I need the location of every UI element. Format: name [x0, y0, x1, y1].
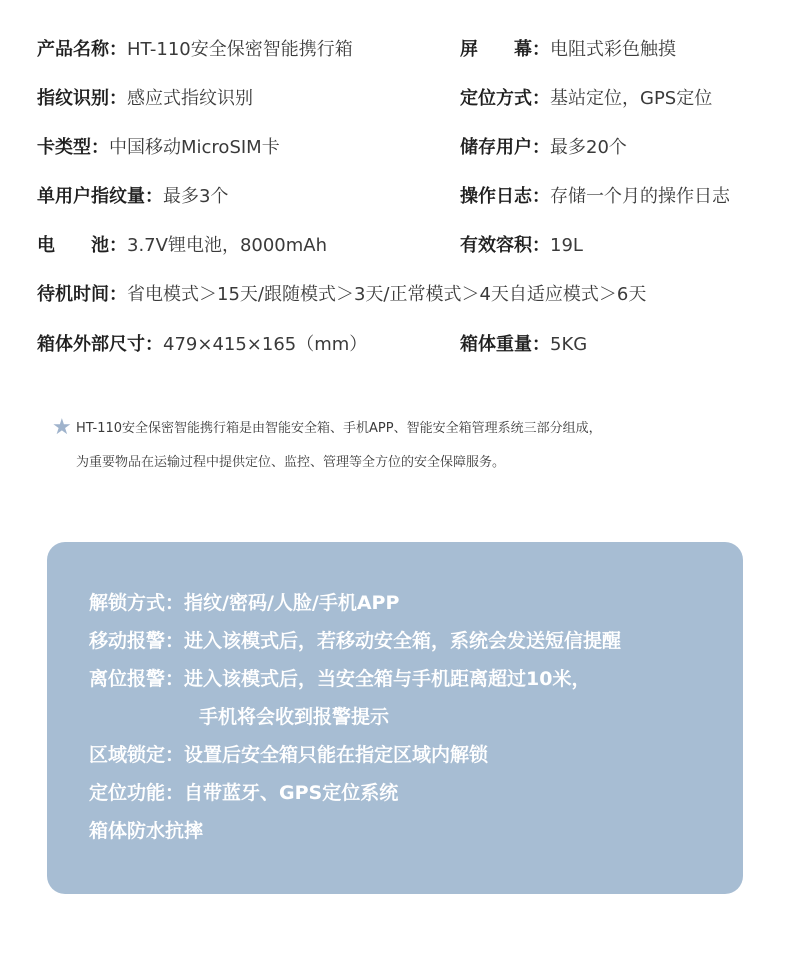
spec-value: 感应式指纹识别 [127, 88, 253, 109]
star-icon: ★ [52, 415, 72, 440]
feature-area-lock: 区域锁定：设置后安全箱只能在指定区域内解锁 [89, 744, 489, 766]
spec-dimensions [37, 333, 367, 357]
spec-fingerprint [37, 87, 253, 111]
feature-unlock: 解锁方式：指纹/密码/人脸/手机APP [89, 592, 400, 614]
spec-positioning [460, 87, 712, 111]
spec-label: 电 池： [37, 235, 127, 256]
spec-product-name [37, 38, 353, 62]
spec-users [460, 136, 627, 160]
spec-fingerprint-count [37, 185, 228, 209]
spec-label: 待机时间： [37, 284, 127, 305]
feature-card [47, 542, 743, 894]
feature-move-alarm: 移动报警：进入该模式后，若移动安全箱，系统会发送短信提醒 [89, 630, 622, 652]
spec-label: 储存用户： [460, 137, 550, 158]
spec-label: 单用户指纹量： [37, 186, 163, 207]
spec-label: 定位方式： [460, 88, 550, 109]
feature-away-alarm-cont: 手机将会收到报警提示 [199, 706, 390, 728]
spec-value: HT-110安全保密智能携行箱 [127, 39, 353, 60]
spec-value: 19L [550, 235, 583, 256]
spec-value: 479×415×165（mm） [163, 334, 368, 355]
spec-screen [460, 38, 676, 62]
spec-label: 有效容积： [460, 235, 550, 256]
spec-value: 3.7V锂电池，8000mAh [127, 235, 328, 256]
spec-label: 箱体重量： [460, 334, 550, 355]
spec-value: 中国移动MicroSIM卡 [109, 137, 280, 158]
spec-label: 屏 幕： [460, 39, 550, 60]
spec-standby [37, 283, 646, 307]
spec-log [460, 185, 730, 209]
spec-card-type [37, 136, 280, 160]
spec-value: 存储一个月的操作日志 [550, 186, 730, 207]
spec-label: 操作日志： [460, 186, 550, 207]
spec-value: 5KG [550, 334, 588, 355]
spec-value: 电阻式彩色触摸 [550, 39, 676, 60]
spec-label: 产品名称： [37, 39, 127, 60]
spec-value: 基站定位，GPS定位 [550, 88, 713, 109]
spec-volume [460, 234, 583, 258]
spec-label: 箱体外部尺寸： [37, 334, 163, 355]
feature-waterproof: 箱体防水抗摔 [89, 820, 204, 842]
feature-away-alarm: 离位报警：进入该模式后，当安全箱与手机距离超过10米， [89, 668, 591, 690]
spec-battery [37, 234, 327, 258]
feature-positioning: 定位功能：自带蓝牙、GPS定位系统 [89, 782, 399, 804]
spec-value: 最多20个 [550, 137, 627, 158]
spec-label: 卡类型： [37, 137, 109, 158]
note-line-2: 为重要物品在运输过程中提供定位、监控、管理等全方位的安全保障服务。 [76, 455, 506, 470]
spec-value: 省电模式＞15天/跟随模式＞3天/正常模式＞4天自适应模式＞6天 [127, 284, 647, 305]
spec-value: 最多3个 [163, 186, 229, 207]
spec-weight [460, 333, 587, 357]
spec-label: 指纹识别： [37, 88, 127, 109]
note-line-1: HT-110安全保密智能携行箱是由智能安全箱、手机APP、智能安全箱管理系统三部分组成， [76, 421, 602, 436]
